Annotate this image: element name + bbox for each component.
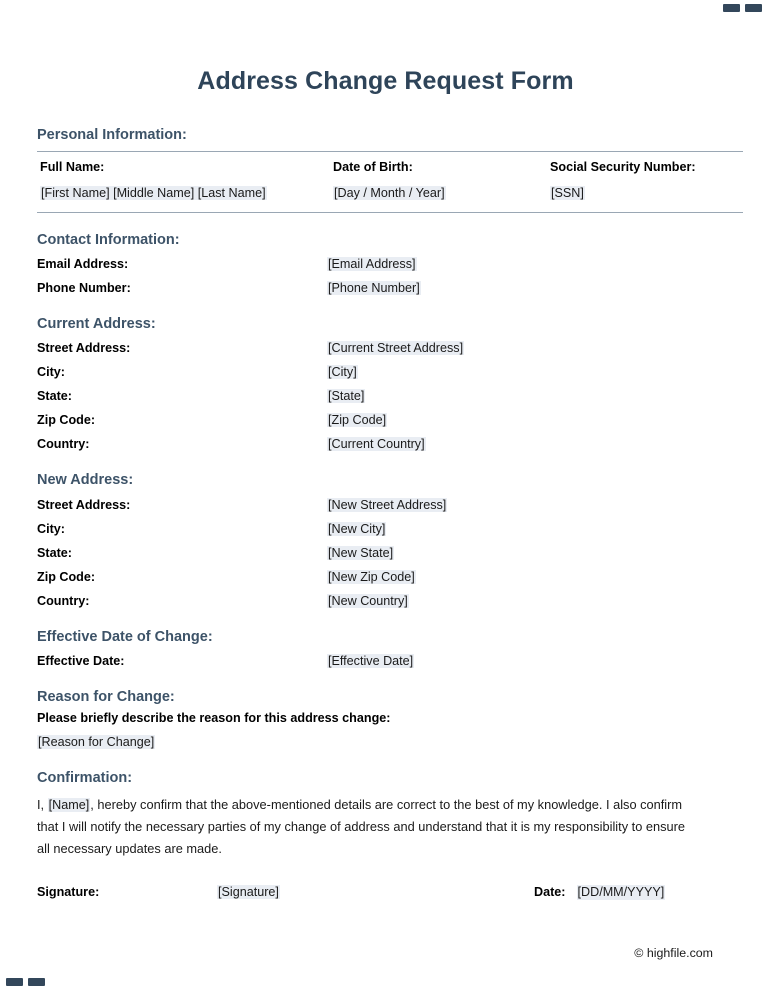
label-new-country: Country: [37, 593, 90, 608]
date-field[interactable]: [DD/MM/YYYY] [577, 884, 665, 899]
field-row-current-street-address [37, 339, 734, 357]
personal-information-table [37, 151, 743, 213]
label-current-street-address: Street Address: [37, 341, 131, 356]
section-reason-for-change [37, 688, 734, 752]
section-contact-information [37, 231, 734, 297]
column-header-date-of-birth: Date of Birth: [333, 160, 413, 175]
crop-mark-icon [745, 4, 762, 12]
effective-date-field[interactable]: [Effective Date] [328, 653, 414, 668]
email-address-field[interactable]: [Email Address] [328, 257, 416, 272]
label-phone-number: Phone Number: [37, 281, 131, 296]
field-row-phone-number [37, 279, 734, 297]
field-row-new-country [37, 592, 734, 610]
table-header-row [37, 152, 743, 180]
reason-for-change-field[interactable]: [Reason for Change] [38, 735, 155, 750]
new-state-field[interactable]: [New State] [328, 545, 394, 560]
reason-prompt: Please briefly describe the reason for this address change: [37, 710, 391, 725]
section-heading-effective-date: Effective Date of Change: [37, 628, 213, 645]
crop-mark-icon [28, 978, 45, 986]
section-effective-date [37, 628, 734, 670]
section-current-address [37, 315, 734, 453]
phone-number-field[interactable]: [Phone Number] [328, 281, 420, 296]
label-current-state: State: [37, 389, 72, 404]
confirmation-name-field[interactable]: [Name] [48, 797, 90, 812]
label-current-city: City: [37, 365, 65, 380]
page-title: Address Change Request Form [197, 67, 574, 95]
ssn-field[interactable]: [SSN] [551, 186, 584, 201]
new-street-address-field[interactable]: [New Street Address] [328, 497, 447, 512]
section-heading-reason-for-change: Reason for Change: [37, 688, 175, 705]
label-current-zip-code: Zip Code: [37, 413, 96, 428]
current-street-address-field[interactable]: [Current Street Address] [328, 341, 464, 356]
field-row-new-state [37, 544, 734, 562]
current-zip-code-field[interactable]: [Zip Code] [328, 413, 387, 428]
section-heading-current-address: Current Address: [37, 316, 156, 333]
label-new-zip-code: Zip Code: [37, 569, 96, 584]
footer-credit: © highfile.com [634, 946, 713, 960]
confirmation-text-before-name: I, [37, 796, 48, 812]
column-header-full-name: Full Name: [40, 160, 105, 175]
label-date: Date: [534, 884, 566, 899]
label-signature: Signature: [37, 884, 100, 899]
field-row-current-city [37, 363, 734, 381]
section-confirmation [37, 769, 734, 900]
current-country-field[interactable]: [Current Country] [328, 437, 425, 452]
section-new-address [37, 471, 734, 609]
table-row [37, 179, 743, 213]
label-new-city: City: [37, 521, 65, 536]
section-heading-personal-information: Personal Information: [37, 127, 187, 143]
section-personal-information [37, 126, 734, 213]
full-name-field[interactable]: [First Name] [Middle Name] [Last Name] [41, 186, 266, 201]
label-new-state: State: [37, 545, 72, 560]
signature-row [37, 883, 734, 901]
current-city-field[interactable]: [City] [328, 365, 357, 380]
section-heading-contact-information: Contact Information: [37, 232, 180, 249]
current-state-field[interactable]: [State] [328, 389, 365, 404]
field-row-new-zip-code [37, 568, 734, 586]
field-row-current-state [37, 387, 734, 405]
crop-marks-bottom-left [6, 978, 45, 986]
field-row-effective-date [37, 652, 734, 670]
column-header-ssn: Social Security Number: [550, 160, 696, 175]
new-country-field[interactable]: [New Country] [328, 593, 408, 608]
label-email-address: Email Address: [37, 257, 129, 272]
field-row-new-city [37, 520, 734, 538]
confirmation-statement [37, 794, 701, 860]
new-city-field[interactable]: [New City] [328, 521, 386, 536]
new-zip-code-field[interactable]: [New Zip Code] [328, 569, 415, 584]
section-heading-new-address: New Address: [37, 472, 134, 489]
confirmation-text-after-name: , hereby confirm that the above-mentioned details are correct to the best of my knowledge. I also confirm that I will notify the necessary parties of my change of address and understand that it is my responsibility to ensure all necessary updates are made. [37, 796, 685, 856]
field-row-current-zip-code [37, 411, 734, 429]
label-effective-date: Effective Date: [37, 653, 125, 668]
date-of-birth-field[interactable]: [Day / Month / Year] [334, 186, 445, 201]
field-row-current-country [37, 435, 734, 453]
signature-field[interactable]: [Signature] [218, 884, 279, 899]
crop-mark-icon [6, 978, 23, 986]
reason-value-wrap [37, 733, 734, 751]
label-new-street-address: Street Address: [37, 497, 131, 512]
field-row-email-address [37, 255, 734, 273]
field-row-new-street-address [37, 496, 734, 514]
label-current-country: Country: [37, 437, 90, 452]
section-heading-confirmation: Confirmation: [37, 770, 133, 787]
document-body [37, 0, 734, 901]
